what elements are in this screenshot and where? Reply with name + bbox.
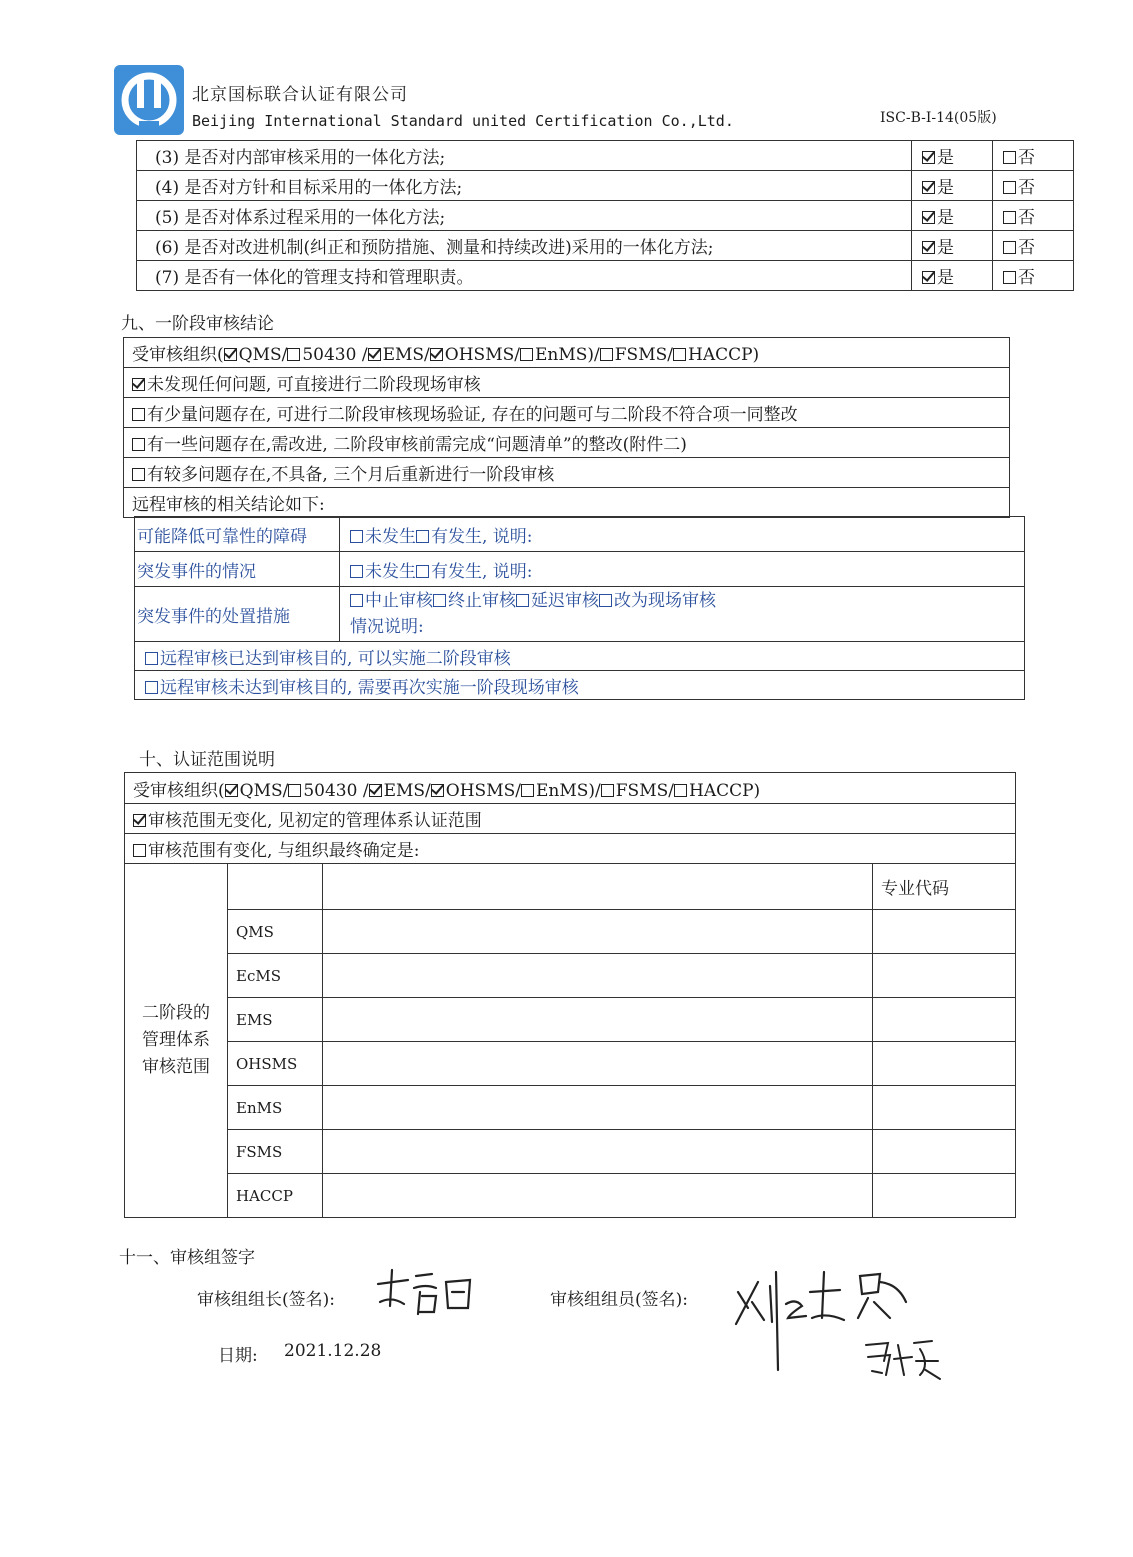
leader-signature-label: 审核组组长(签名):	[197, 1290, 335, 1310]
no-checkbox[interactable]	[1003, 241, 1016, 254]
system-checkbox[interactable]	[520, 348, 533, 361]
scope-header-cell	[323, 864, 873, 910]
no-checkbox[interactable]	[1003, 211, 1016, 224]
system-label: FSMS/	[615, 780, 674, 801]
certification-scope-table	[124, 772, 1016, 1218]
system-label: QMS/	[238, 345, 288, 365]
system-label: OHSMS/	[444, 345, 520, 365]
measure-checkbox[interactable]	[516, 594, 529, 607]
member-signature-label: 审核组组员(签名):	[550, 1290, 688, 1310]
code-input-cell[interactable]	[873, 910, 1016, 954]
not-occurred-checkbox[interactable]	[350, 530, 363, 543]
conclusion-text: 有较多问题存在,不具备, 三个月后重新进行一阶段审核	[147, 465, 555, 485]
conclusion-checkbox[interactable]	[132, 378, 145, 391]
scope-input-cell[interactable]	[323, 1086, 873, 1130]
yes-option[interactable]	[912, 231, 993, 261]
remote-conclusion-text: 远程审核未达到审核目的, 需要再次实施一阶段现场审核	[160, 677, 579, 698]
code-header	[873, 864, 1016, 910]
company-logo	[113, 64, 185, 136]
system-label: EnMS)/	[535, 780, 601, 801]
scope-option[interactable]	[125, 804, 1016, 834]
question-row	[137, 201, 1074, 231]
system-checkbox[interactable]	[369, 784, 382, 797]
yes-checkbox[interactable]	[922, 271, 935, 284]
leader-signature	[370, 1262, 480, 1322]
no-label: 否	[1018, 148, 1035, 168]
yes-checkbox[interactable]	[922, 181, 935, 194]
conclusion-text: 未发现任何问题, 可直接进行二阶段现场审核	[147, 375, 481, 395]
remote-conclusion-checkbox[interactable]	[145, 652, 158, 665]
conclusion-text: 有一些问题存在,需改进, 二阶段审核前需完成“问题清单”的整改(附件二)	[147, 435, 687, 455]
scope-label: 二阶段的 管理体系 审核范围	[125, 864, 228, 1218]
question-text: (6) 是否对改进机制(纠正和预防措施、测量和持续改进)采用的一体化方法;	[137, 231, 912, 261]
scope-input-cell[interactable]	[323, 954, 873, 998]
stage1-conclusion-table	[123, 337, 1010, 518]
measure-checkbox[interactable]	[350, 594, 363, 607]
scope-input-cell[interactable]	[323, 998, 873, 1042]
conclusion-option[interactable]	[124, 428, 1010, 458]
question-row	[137, 141, 1074, 171]
system-label: EnMS)/	[534, 345, 600, 365]
system-checkbox[interactable]	[521, 784, 534, 797]
measures-options	[340, 587, 1025, 642]
system-name: QMS	[228, 910, 323, 954]
system-name: EMS	[228, 998, 323, 1042]
system-checkbox[interactable]	[225, 784, 238, 797]
no-checkbox[interactable]	[1003, 181, 1016, 194]
system-label: OHSMS/	[445, 780, 521, 801]
measure-label: 改为现场审核	[614, 591, 716, 611]
question-row	[137, 261, 1074, 291]
system-checkbox[interactable]	[431, 784, 444, 797]
scope-input-cell[interactable]	[323, 910, 873, 954]
remote-conclusion-text: 远程审核已达到审核目的, 可以实施二阶段审核	[160, 648, 511, 669]
date-label: 日期:	[218, 1346, 258, 1366]
system-name: EnMS	[228, 1086, 323, 1130]
system-label: EMS/	[383, 780, 431, 801]
scope-checkbox[interactable]	[133, 844, 146, 857]
system-label: HACCP)	[688, 345, 760, 365]
question-text: (4) 是否对方针和目标采用的一体化方法;	[137, 171, 912, 201]
scope-option[interactable]	[125, 834, 1016, 864]
system-name: EcMS	[228, 954, 323, 998]
section10-org-line	[125, 773, 1016, 804]
section9-org-line	[124, 338, 1010, 368]
yes-option[interactable]	[912, 141, 993, 171]
no-option[interactable]	[993, 201, 1074, 231]
question-row	[137, 231, 1074, 261]
system-checkbox[interactable]	[600, 348, 613, 361]
no-checkbox[interactable]	[1003, 151, 1016, 164]
occurred-checkbox[interactable]	[416, 530, 429, 543]
yes-label: 是	[937, 178, 954, 198]
no-label: 否	[1018, 238, 1035, 258]
measure-label: 终止审核	[448, 591, 516, 611]
member-signature-2	[860, 1335, 950, 1385]
scope-option-text: 审核范围无变化, 见初定的管理体系认证范围	[148, 811, 482, 831]
measures-label: 突发事件的处置措施	[135, 587, 340, 642]
measure-checkbox[interactable]	[433, 594, 446, 607]
code-input-cell[interactable]	[873, 1174, 1016, 1218]
remote-audit-table	[134, 516, 1025, 700]
system-label: 50430 /	[302, 345, 368, 365]
yes-option[interactable]	[912, 201, 993, 231]
header-blank-cell	[228, 864, 323, 910]
system-label: FSMS/	[614, 345, 673, 365]
yes-checkbox[interactable]	[922, 211, 935, 224]
conclusion-option[interactable]	[124, 458, 1010, 488]
remote-conclusion-checkbox[interactable]	[145, 681, 158, 694]
code-header-text: 专业代码	[881, 879, 949, 899]
question-text: (3) 是否对内部审核采用的一体化方法;	[137, 141, 912, 171]
remote-row-options	[340, 552, 1025, 587]
no-option[interactable]	[993, 171, 1074, 201]
remote-row-options	[340, 517, 1025, 552]
scope-option-text: 审核范围有变化, 与组织最终确定是:	[148, 841, 420, 861]
system-name: OHSMS	[228, 1042, 323, 1086]
conclusion-checkbox[interactable]	[132, 438, 145, 451]
system-checkbox[interactable]	[287, 348, 300, 361]
measure-label: 延迟审核	[531, 591, 599, 611]
yes-checkbox[interactable]	[922, 241, 935, 254]
code-input-cell[interactable]	[873, 1042, 1016, 1086]
yes-option[interactable]	[912, 261, 993, 291]
question-text: (7) 是否有一体化的管理支持和管理职责。	[137, 261, 912, 291]
scope-checkbox[interactable]	[133, 814, 146, 827]
system-label: 50430 /	[303, 780, 369, 801]
occurred-checkbox[interactable]	[416, 565, 429, 578]
system-checkbox[interactable]	[673, 348, 686, 361]
not-occurred-label: 未发生	[365, 526, 416, 547]
system-checkbox[interactable]	[601, 784, 614, 797]
system-checkbox[interactable]	[224, 348, 237, 361]
org-prefix: 受审核组织(	[133, 780, 225, 801]
remote-conclusion-option[interactable]	[135, 671, 1025, 700]
occurred-label: 有发生, 说明:	[431, 561, 533, 582]
no-label: 否	[1018, 178, 1035, 198]
conclusion-checkbox[interactable]	[132, 408, 145, 421]
section10-title: 十、认证范围说明	[139, 750, 275, 770]
question-text: (5) 是否对体系过程采用的一体化方法;	[137, 201, 912, 231]
org-prefix: 受审核组织(	[132, 345, 224, 365]
system-checkbox[interactable]	[674, 784, 687, 797]
scope-input-cell[interactable]	[323, 1130, 873, 1174]
system-name: HACCP	[228, 1174, 323, 1218]
no-option[interactable]	[993, 231, 1074, 261]
code-input-cell[interactable]	[873, 998, 1016, 1042]
system-checkbox[interactable]	[368, 348, 381, 361]
yes-option[interactable]	[912, 171, 993, 201]
not-occurred-label: 未发生	[365, 561, 416, 582]
section11-title: 十一、审核组签字	[119, 1248, 255, 1268]
scope-input-cell[interactable]	[323, 1042, 873, 1086]
document-code: ISC-B-I-14(05版)	[880, 110, 997, 126]
system-checkbox[interactable]	[288, 784, 301, 797]
section9-title: 九、一阶段审核结论	[121, 314, 274, 334]
conclusion-option[interactable]	[124, 368, 1010, 398]
no-option[interactable]	[993, 141, 1074, 171]
yes-label: 是	[937, 148, 954, 168]
remote-row-label: 突发事件的情况	[135, 552, 340, 587]
conclusion-option[interactable]	[124, 398, 1010, 428]
conclusion-checkbox[interactable]	[132, 468, 145, 481]
code-input-cell[interactable]	[873, 1086, 1016, 1130]
yes-label: 是	[937, 268, 954, 288]
conclusion-text: 有少量问题存在, 可进行二阶段审核现场验证, 存在的问题可与二阶段不符合项一同整改	[147, 405, 798, 425]
code-input-cell[interactable]	[873, 1130, 1016, 1174]
system-label: EMS/	[382, 345, 430, 365]
company-name-en: Beijing International Standard united Certification Co.,Ltd.	[192, 112, 734, 130]
company-name-cn: 北京国标联合认证有限公司	[192, 85, 408, 105]
system-name: FSMS	[228, 1130, 323, 1174]
remote-row-label: 可能降低可靠性的障碍	[135, 517, 340, 552]
yes-label: 是	[937, 208, 954, 228]
scope-input-cell[interactable]	[323, 1174, 873, 1218]
yes-label: 是	[937, 238, 954, 258]
no-label: 否	[1018, 268, 1035, 288]
no-option[interactable]	[993, 261, 1074, 291]
remote-conclusion-option[interactable]	[135, 642, 1025, 671]
no-label: 否	[1018, 208, 1035, 228]
system-checkbox[interactable]	[430, 348, 443, 361]
yes-checkbox[interactable]	[922, 151, 935, 164]
no-checkbox[interactable]	[1003, 271, 1016, 284]
measure-checkbox[interactable]	[599, 594, 612, 607]
code-input-cell[interactable]	[873, 954, 1016, 998]
integration-questions-table	[136, 140, 1074, 291]
measures-note: 情况说明:	[350, 617, 424, 637]
measure-label: 中止审核	[365, 591, 433, 611]
question-row	[137, 171, 1074, 201]
not-occurred-checkbox[interactable]	[350, 565, 363, 578]
system-label: HACCP)	[689, 780, 761, 801]
occurred-label: 有发生, 说明:	[431, 526, 533, 547]
remote-heading: 远程审核的相关结论如下:	[124, 488, 1010, 518]
date-value: 2021.12.28	[284, 1341, 382, 1361]
system-label: QMS/	[239, 780, 289, 801]
